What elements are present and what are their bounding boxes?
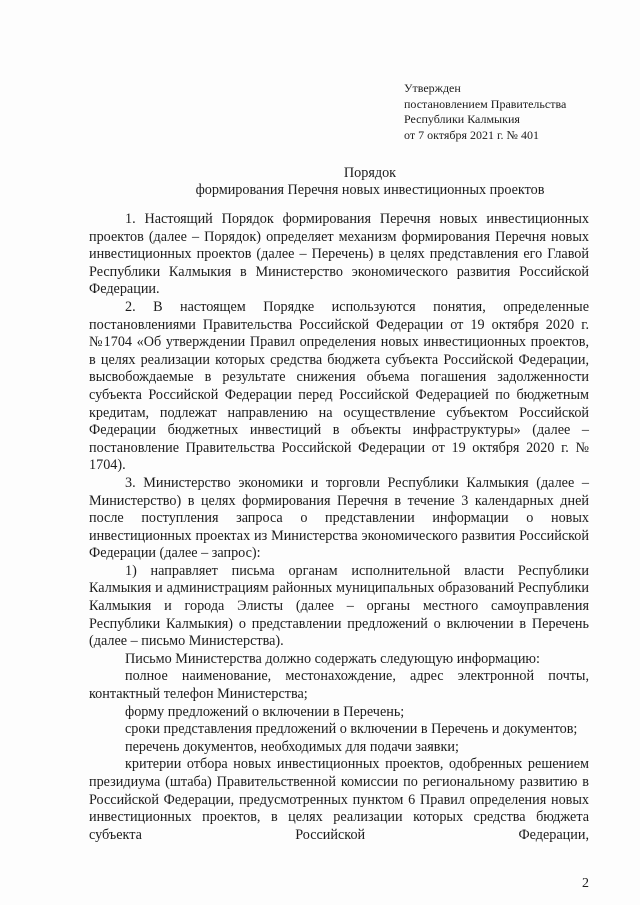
paragraph: 1. Настоящий Порядок формирования Перечня новых инвестиционных проектов (далее – Порядок) определяет механизм формирования Перечня новых инвестиционных проектов (далее – Перечень) в целях представления его Главой Республики Калмыкия в Министерство экономического развития Российской Федерации. [89,211,589,298]
paragraph: полное наименование, местонахождение, адрес электронной почты, контактный телефон Министерства; [89,668,589,703]
approval-stamp [404,81,624,143]
paragraph: форму предложений о включении в Перечень; [125,703,405,720]
title-line: формирования Перечня новых инвестиционных проектов [195,182,545,198]
document-body [89,211,589,844]
paragraph: критерии отбора новых инвестиционных проектов, одобренных решением президиума (штаба) Правительственной комиссии по региональному развитию в Российской Федерации, предусмотренных пунктом 6 Правил определения новых инвестиционных проектов, в целях реализации которых средства бюджета субъекта Российской Федерации, [89,756,589,843]
paragraph: Письмо Министерства должно содержать следующую информацию: [125,650,540,667]
document-title [0,165,640,199]
paragraph: 2. В настоящем Порядке используются понятия, определенные постановлениями Правительства Российской Федерации от 19 октября 2020 г. №1704 «Об утверждении Правил определения новых инвестиционных проектов, в целях реализации которых средства бюджета субъекта Российской Федерации, высвобождаемые в результате снижения объема погашения задолженности субъекта Российской Федерации перед Российской Федерацией по бюджетным кредитам, подлежат направлению на осуществление субъектом Российской Федерации бюджетных инвестиций в объекты инфраструктуры» (далее – постановление Правительства Российской Федерации от 19 октября 2020 г. № 1704). [89,298,589,474]
approval-line: постановлением Правительства [404,96,567,111]
title-line: Порядок [343,165,397,181]
page-number: 2 [582,876,589,891]
approval-line: Утвержден [404,81,461,95]
paragraph: 1) направляет письма органам исполнительной власти Республики Калмыкия и администрациям районных муниципальных образований Республики Калмыкия и города Элисты (далее – органы местного самоуправления Республики Калмыкия) о представлении предложений о включении в Перечень (далее – письмо Министерства). [89,562,589,650]
paragraph: сроки представления предложений о включении в Перечень и документов; [125,721,578,738]
approval-line: Республики Калмыкия [404,112,520,126]
approval-line: от 7 октября 2021 г. № 401 [404,127,540,142]
paragraph: перечень документов, необходимых для подачи заявки; [125,738,459,755]
paragraph: 3. Министерство экономики и торговли Республики Калмыкия (далее – Министерство) в целях формирования Перечня в течение 3 календарных дней после поступления запроса о представлении информации о новых инвестиционных проектах из Министерства экономического развития Российской Федерации (далее – запрос): [89,474,589,562]
